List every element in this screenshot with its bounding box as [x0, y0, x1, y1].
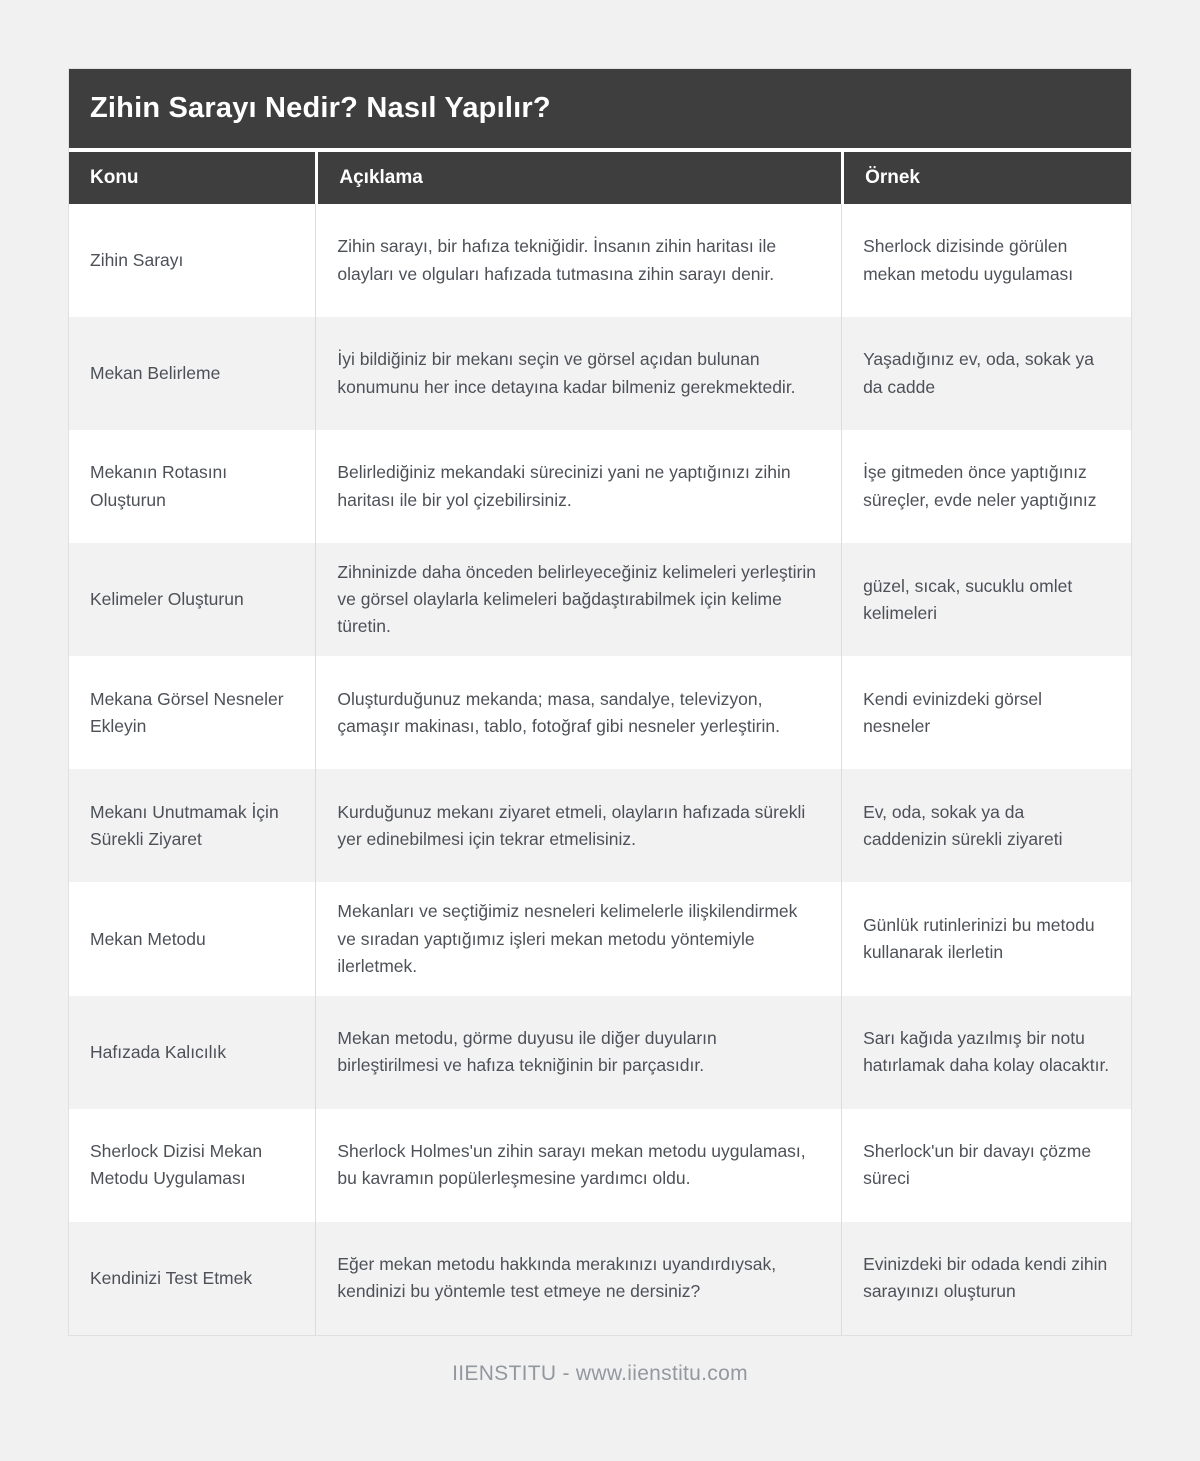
cell-aciklama: Kurduğunuz mekanı ziyaret etmeli, olayların hafızada sürekli yer edinebilmesi için tekrar etmelisiniz. — [315, 769, 841, 882]
cell-ornek: Sarı kağıda yazılmış bir notu hatırlamak daha kolay olacaktır. — [841, 996, 1131, 1109]
cell-aciklama: Belirlediğiniz mekandaki sürecinizi yani ne yaptığınızı zihin haritası ile bir yol çizebilirsiniz. — [315, 430, 841, 543]
cell-ornek: Günlük rutinlerinizi bu metodu kullanarak ilerletin — [841, 882, 1131, 995]
cell-aciklama: Sherlock Holmes'un zihin sarayı mekan metodu uygulaması, bu kavramın popülerleşmesine yardımcı oldu. — [315, 1109, 841, 1222]
document-card — [68, 68, 1132, 1336]
table-row — [69, 656, 1131, 769]
cell-konu: Hafızada Kalıcılık — [90, 1041, 227, 1062]
cell-ornek: Sherlock'un bir davayı çözme süreci — [841, 1109, 1131, 1222]
cell-konu: Kendinizi Test Etmek — [90, 1267, 253, 1288]
cell-konu: Mekana Görsel Nesneler Ekleyin — [90, 688, 284, 736]
cell-konu: Mekanın Rotasını Oluşturun — [90, 462, 228, 510]
cell-aciklama: Eğer mekan metodu hakkında merakınızı uyandırdıysak, kendinizi bu yöntemle test etmeye ne dersiniz? — [315, 1222, 841, 1335]
cell-aciklama: Zihin sarayı, bir hafıza tekniğidir. İnsanın zihin haritası ile olayları ve olguları hafızada tutmasına zihin sarayı denir. — [315, 204, 841, 317]
column-header-konu: Konu — [69, 152, 315, 204]
cell-ornek: Yaşadığınız ev, oda, sokak ya da cadde — [841, 317, 1131, 430]
cell-ornek: güzel, sıcak, sucuklu omlet kelimeleri — [841, 543, 1131, 656]
cell-aciklama: Zihninizde daha önceden belirleyeceğiniz kelimeleri yerleştirin ve görsel olaylarla kelimeleri bağdaştırabilmek için kelime türetin. — [315, 543, 841, 656]
cell-ornek: Sherlock dizisinde görülen mekan metodu uygulaması — [841, 204, 1131, 317]
footer-branding: IIENSTITU - www.iienstitu.com — [452, 1362, 748, 1385]
table-body — [69, 204, 1131, 1335]
cell-aciklama: Oluşturduğunuz mekanda; masa, sandalye, televizyon, çamaşır makinası, tablo, fotoğraf gibi nesneler yerleştirin. — [315, 656, 841, 769]
column-header-ornek: Örnek — [844, 152, 1131, 204]
cell-aciklama: Mekanları ve seçtiğimiz nesneleri kelimelerle ilişkilendirmek ve sıradan yaptığımız işleri mekan metodu yöntemiyle ilerletmek. — [315, 882, 841, 995]
table-row — [69, 996, 1131, 1109]
table-row — [69, 317, 1131, 430]
table-row — [69, 769, 1131, 882]
cell-konu: Mekan Belirleme — [90, 362, 221, 383]
cell-ornek: Kendi evinizdeki görsel nesneler — [841, 656, 1131, 769]
cell-aciklama: Mekan metodu, görme duyusu ile diğer duyuların birleştirilmesi ve hafıza tekniğinin bir parçasıdır. — [315, 996, 841, 1109]
cell-konu: Sherlock Dizisi Mekan Metodu Uygulaması — [90, 1141, 263, 1189]
cell-konu: Zihin Sarayı — [90, 249, 184, 270]
table-row — [69, 1109, 1131, 1222]
cell-ornek: Ev, oda, sokak ya da caddenizin sürekli ziyareti — [841, 769, 1131, 882]
cell-konu: Kelimeler Oluşturun — [90, 589, 244, 610]
cell-konu: Mekanı Unutmamak İçin Sürekli Ziyaret — [90, 801, 279, 849]
table-row — [69, 204, 1131, 317]
page-title: Zihin Sarayı Nedir? Nasıl Yapılır? — [69, 69, 1131, 148]
table-header-row — [69, 152, 1131, 204]
table-row — [69, 543, 1131, 656]
table-row — [69, 882, 1131, 995]
table-row — [69, 430, 1131, 543]
column-header-aciklama: Açıklama — [318, 152, 841, 204]
cell-ornek: Evinizdeki bir odada kendi zihin sarayınızı oluşturun — [841, 1222, 1131, 1335]
cell-ornek: İşe gitmeden önce yaptığınız süreçler, evde neler yaptığınız — [841, 430, 1131, 543]
table-row — [69, 1222, 1131, 1335]
cell-konu: Mekan Metodu — [90, 928, 206, 949]
cell-aciklama: İyi bildiğiniz bir mekanı seçin ve görsel açıdan bulunan konumunu her ince detayına kadar bilmeniz gerekmektedir. — [315, 317, 841, 430]
